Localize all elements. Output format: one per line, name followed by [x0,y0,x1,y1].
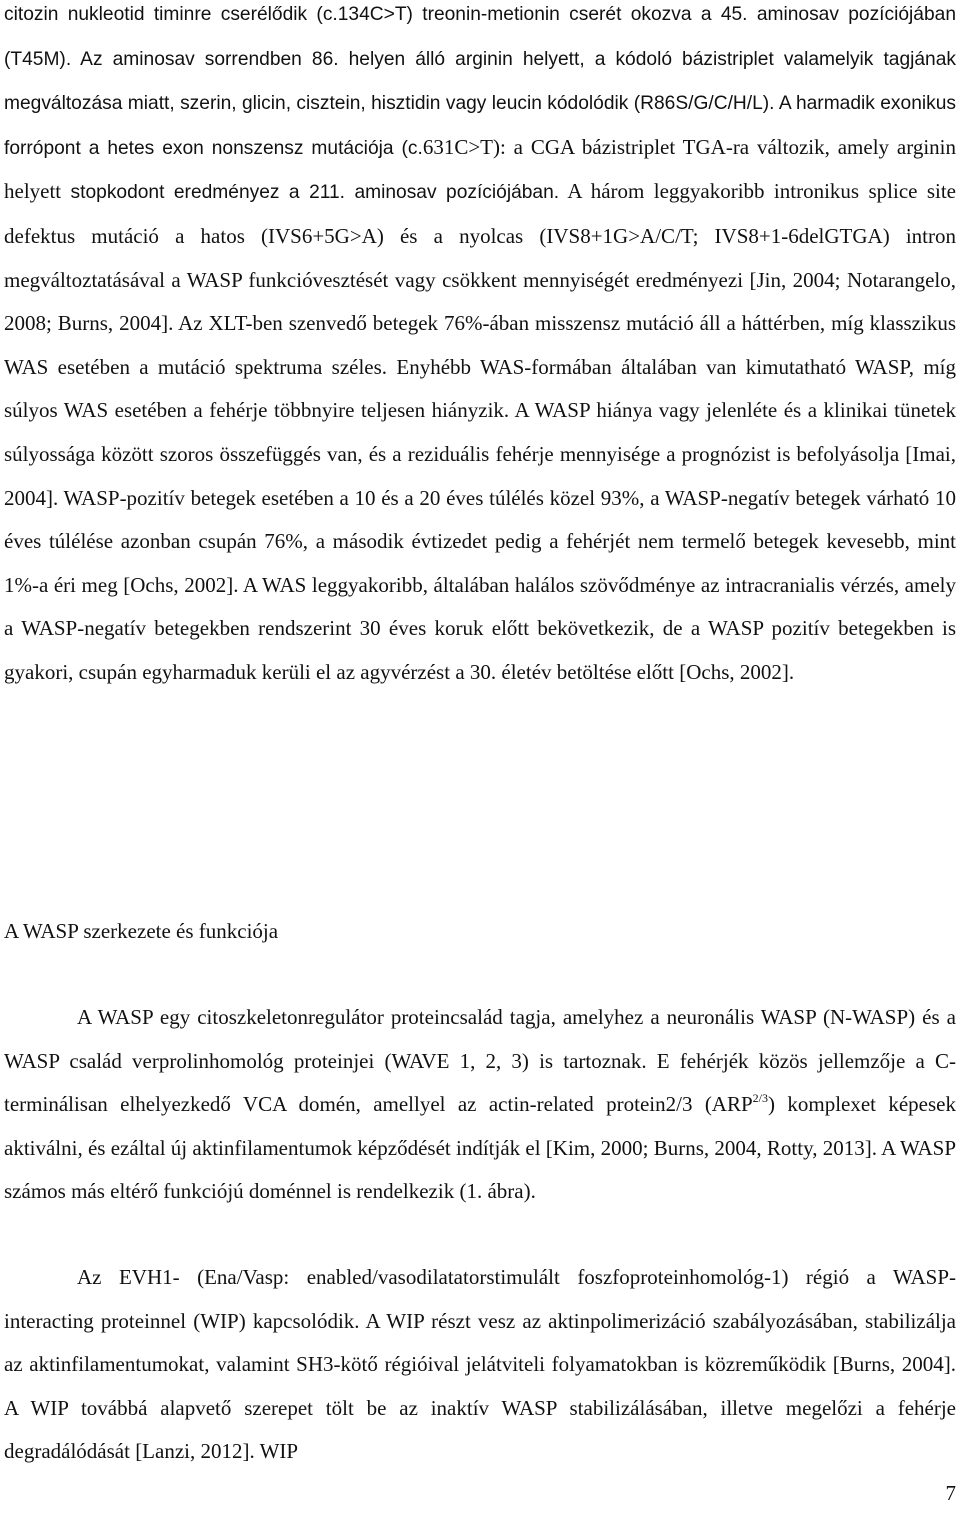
page-number: 7 [945,1481,956,1505]
paragraph-text: Az EVH1- (Ena/Vasp: enabled/vasodilatatorstimulált foszfoproteinhomológ-1) régió a WASP-interacting proteinnel (WIP) kapcsolódik. A WIP részt vesz az aktinpolimerizáció szabályozásában, stabilizálja az aktinfilamentumokat, valamint SH3-kötő régióival jelátviteli folyamatokban is közreműködik [Burns, 2004]. A WIP továbbá alapvető szerepet tölt be az inaktív WASP stabilizálásában, illetve megelőzi a fehérje degradálódását [Lanzi, 2012]. WIP [4,1265,956,1464]
superscript-arp: 2/3 [752,1091,769,1106]
paragraph-sans-text-2: stopkodont eredményez a 211. aminosav pozíciójában. [70,182,560,204]
section-heading: A WASP szerkezete és funkciója [4,919,279,943]
paragraph-sans-text: citozin nukleotid timinre cserélődik (c.134C>T) treonin-metionin cserét okozva a 45. aminosav pozíciójában (T45M). Az aminosav sorrendben 86. helyen álló arginin helyett, a kódoló bázistriplet valamelyik tagjának megváltozása miatt, szerin, glicin, cisztein, hisztidin vagy leucin kódolódik (R86S/G/C/H/L). A harmadik exonikus forrópont a hetes exon nonszensz mutációja (c. [4,4,956,159]
paragraph-mutations [4,0,956,695]
paragraph-wasp-structure [4,996,956,1214]
paragraph-evh1-region [4,1256,956,1474]
paragraph-serif-text-2: A három leggyakoribb intronikus splice site defektus mutáció a hatos (IVS6+5G>A) és a nyolcas (IVS8+1G>A/C/T; IVS8+1-6delGTGA) intron megváltoztatásával a WASP funkcióvesztését vagy csökkent mennyiségét eredményezi [Jin, 2004; Notarangelo, 2008; Burns, 2004]. Az XLT-ben szenvedő betegek 76%-ában misszensz mutáció áll a háttérben, míg klasszikus WAS esetében a mutáció spektruma széles. Enyhébb WAS-formában általában van kimutatható WASP, míg súlyos WAS esetében a fehérje többnyire teljesen hiányzik. A WASP hiánya vagy jelenléte és a klinikai tünetek súlyossága között szoros összefüggés van, és a reziduális fehérje mennyisége a prognózist is befolyásolja [Imai, 2004]. WASP-pozitív betegek esetében a 10 és a 20 éves túlélés közel 93%, a WASP-negatív betegek várható 10 éves túlélése azonban csupán 76%, a második évtizedet pedig a fehérjét nem termelő betegek kevesebb, mint 1%-a éri meg [Ochs, 2002]. A WAS leggyakoribb, általában halálos szövődménye az intracranialis vérzés, amely a WASP-negatív betegekben rendszerint 30 éves koruk előtt bekövetkezik, de a WASP pozitív betegekben is gyakori, csupán egyharmaduk kerüli el az agyvérzést a 30. életév betöltése előtt [Ochs, 2002]. [4,179,957,684]
paragraph-serif-text: 631C>T): a CGA bázistriplet TGA-ra változik, amely arginin helyett [4,134,957,204]
paragraph-text-before-superscript: A WASP egy citoszkeletonregulátor proteincsalád tagja, amelyhez a neuronális WASP (N-WASP) és a WASP család verprolinhomológ proteinjei (WAVE 1, 2, 3) is tartoznak. E fehérjék közös jellemzője a C-terminálisan elhelyezkedő VCA domén, amellyel az actin-related protein2/3 (ARP [4,1005,956,1117]
paragraph-text-after-superscript: ) komplexet képesek aktiválni, és ezáltal új aktinfilamentumok képződését indítják el [Kim, 2000; Burns, 2004, Rotty, 2013]. A WASP számos más eltérő funkciójú doménnel is rendelkezik (1. ábra). [4,1092,957,1204]
